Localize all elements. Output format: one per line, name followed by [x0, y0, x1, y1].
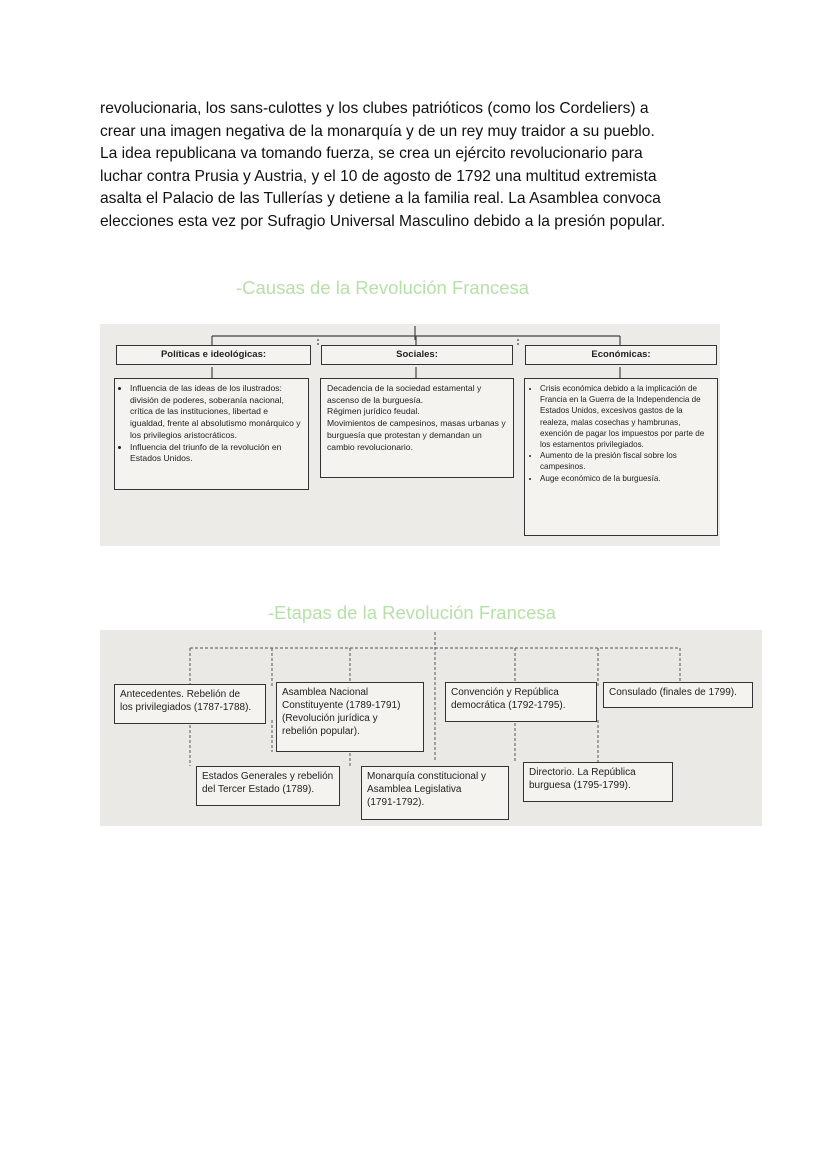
intro-line: luchar contra Prusia y Austria, y el 10 de agosto de 1792 una multitud extremista	[100, 167, 657, 185]
stage-line: burguesa (1795-1799).	[529, 780, 631, 791]
stage-line: del Tercer Estado (1789).	[202, 784, 315, 795]
stage-directorio	[523, 762, 673, 802]
stage-antecedentes	[114, 684, 266, 724]
list-item: • Crisis económica debido a la implicación de Francia en la Guerra de la Independencia de Estados Unidos, excesivos gastos de la realeza, malas cosechas y hambrunas, exención de pagar los impuestos por parte de los estamentos privilegiados.	[540, 383, 711, 450]
list-item: • Auge económico de la burguesía.	[540, 473, 711, 484]
causas-diagram	[100, 324, 720, 546]
list-item: Régimen jurídico feudal.	[327, 406, 420, 417]
stage-line: Directorio. La República	[529, 767, 636, 778]
intro-line: crear una imagen negativa de la monarquía y de un rey muy traidor a su pueblo.	[100, 122, 655, 140]
intro-line: revolucionaria, los sans-culottes y los clubes patrióticos (como los Cordeliers) a	[100, 100, 649, 117]
stage-line: (1791-1792).	[367, 797, 425, 808]
stage-consulado	[603, 682, 753, 708]
intro-line: asalta el Palacio de las Tullerías y detiene a la familia real. La Asamblea convoca	[100, 190, 661, 208]
causas-politicas-box	[114, 378, 309, 490]
causas-economicas-box	[524, 378, 718, 536]
stage-line: Estados Generales y rebelión	[202, 771, 334, 782]
etapas-diagram	[100, 630, 762, 826]
stage-line: Asamblea Nacional	[282, 687, 369, 698]
stage-line: Consulado (finales de 1799).	[609, 687, 737, 698]
stage-line: rebelión popular).	[282, 726, 360, 737]
intro-paragraph	[100, 98, 740, 234]
stage-line: los privilegiados (1787-1788).	[120, 702, 252, 713]
list-item: • Influencia de las ideas de los ilustrados: división de poderes, soberanía nacional, crítica de las instituciones, libertad e igualdad, frente al absolutismo monárquico y los privilegios aristocráticos.	[130, 383, 302, 442]
list-item: Decadencia de la sociedad estamental y ascenso de la burguesía.	[327, 383, 482, 405]
causas-sociales-box	[320, 378, 514, 478]
stage-line: democrática (1792-1795).	[451, 700, 566, 711]
stage-line: Constituyente (1789-1791)	[282, 700, 401, 711]
stage-line: Monarquía constitucional y	[367, 771, 486, 782]
list-item: • Influencia del triunfo de la revolución en Estados Unidos.	[130, 442, 302, 465]
causas-header-economicas: Económicas:	[525, 345, 717, 365]
intro-line: La idea republicana va tomando fuerza, se crea un ejército revolucionario para	[100, 145, 643, 163]
stage-convencion	[445, 682, 597, 722]
causas-header-sociales: Sociales:	[321, 345, 513, 365]
list-item: Movimientos de campesinos, masas urbanas y burguesía que protestan y demandan un cambio revolucionario.	[327, 418, 506, 452]
stage-estados-generales	[196, 766, 340, 806]
causas-header-politicas: Políticas e ideológicas:	[116, 345, 311, 365]
stage-line: (Revolución jurídica y	[282, 713, 378, 724]
stage-line: Convención y República	[451, 687, 559, 698]
etapas-title: -Etapas de la Revolución Francesa	[268, 602, 556, 623]
stage-monarquia	[361, 766, 509, 820]
stage-asamblea-nacional	[276, 682, 424, 752]
stage-line: Antecedentes. Rebelión de	[120, 689, 241, 700]
causas-title: -Causas de la Revolución Francesa	[236, 277, 530, 298]
list-item: • Aumento de la presión fiscal sobre los campesinos.	[540, 450, 711, 472]
stage-line: Asamblea Legislativa	[367, 784, 462, 795]
intro-line: elecciones esta vez por Sufragio Universal Masculino debido a la presión popular.	[100, 212, 666, 230]
